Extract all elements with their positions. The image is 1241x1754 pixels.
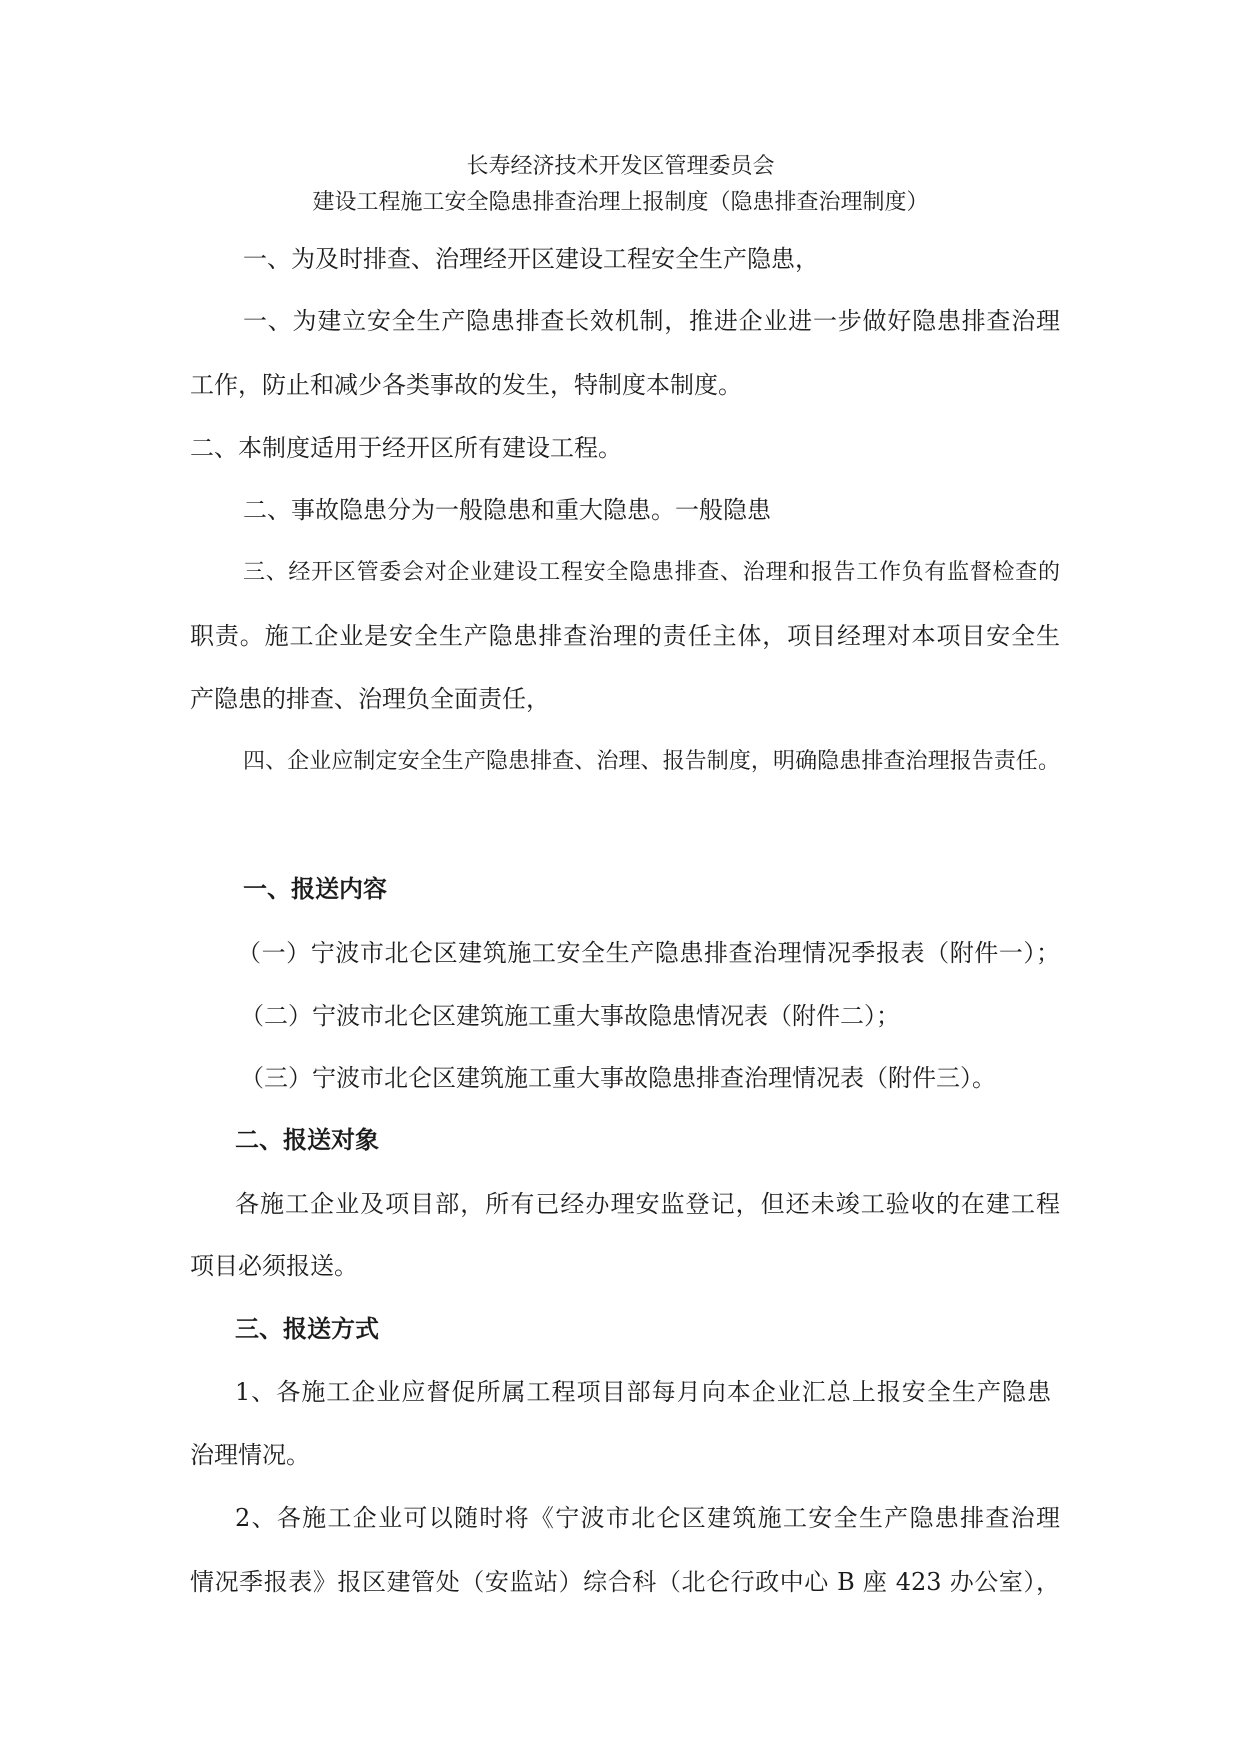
- section-heading-method: 三、报送方式: [235, 1315, 379, 1343]
- section-line: 1、各施工企业应督促所属工程项目部每月向本企业汇总上报安全生产隐患: [235, 1378, 1051, 1406]
- section-line: 项目必须报送。: [190, 1252, 358, 1280]
- intro-line: 产隐患的排查、治理负全面责任，: [190, 685, 550, 713]
- section-line: 情况季报表》报区建管处（安监站）综合科（北仑行政中心 B 座 423 办公室），: [190, 1568, 1060, 1596]
- section-line: 治理情况。: [190, 1441, 310, 1469]
- section-heading-recipients: 二、报送对象: [235, 1126, 379, 1154]
- section-line: （三）宁波市北仑区建筑施工重大事故隐患排查治理情况表（附件三）。: [240, 1064, 996, 1092]
- document-title: 建设工程施工安全隐患排查治理上报制度（隐患排查治理制度）: [312, 190, 929, 215]
- intro-line: 二、事故隐患分为一般隐患和重大隐患。一般隐患: [243, 496, 771, 524]
- organization-title: 长寿经济技术开发区管理委员会: [466, 154, 775, 179]
- section-heading-content: 一、报送内容: [243, 875, 387, 903]
- intro-line: 二、本制度适用于经开区所有建设工程。: [190, 434, 622, 462]
- intro-line: 三、经开区管委会对企业建设工程安全隐患排查、治理和报告工作负有监督检查的: [243, 560, 1060, 585]
- intro-line: 四、企业应制定安全生产隐患排查、治理、报告制度，明确隐患排查治理报告责任。: [243, 749, 1060, 774]
- section-line: （二）宁波市北仑区建筑施工重大事故隐患情况表（附件二）；: [240, 1002, 900, 1030]
- intro-line: 一、为建立安全生产隐患排查长效机制，推进企业进一步做好隐患排查治理: [243, 307, 1060, 335]
- section-line: 2、各施工企业可以随时将《宁波市北仑区建筑施工安全生产隐患排查治理: [235, 1504, 1060, 1532]
- intro-line: 一、为及时排查、治理经开区建设工程安全生产隐患，: [243, 245, 819, 273]
- intro-line: 职责。施工企业是安全生产隐患排查治理的责任主体，项目经理对本项目安全生: [190, 622, 1060, 650]
- section-line: （一）宁波市北仑区建筑施工安全生产隐患排查治理情况季报表（附件一）；: [237, 939, 1060, 967]
- section-line: 各施工企业及项目部，所有已经办理安监登记，但还未竣工验收的在建工程: [235, 1190, 1060, 1218]
- intro-line: 工作，防止和减少各类事故的发生，特制度本制度。: [190, 371, 742, 399]
